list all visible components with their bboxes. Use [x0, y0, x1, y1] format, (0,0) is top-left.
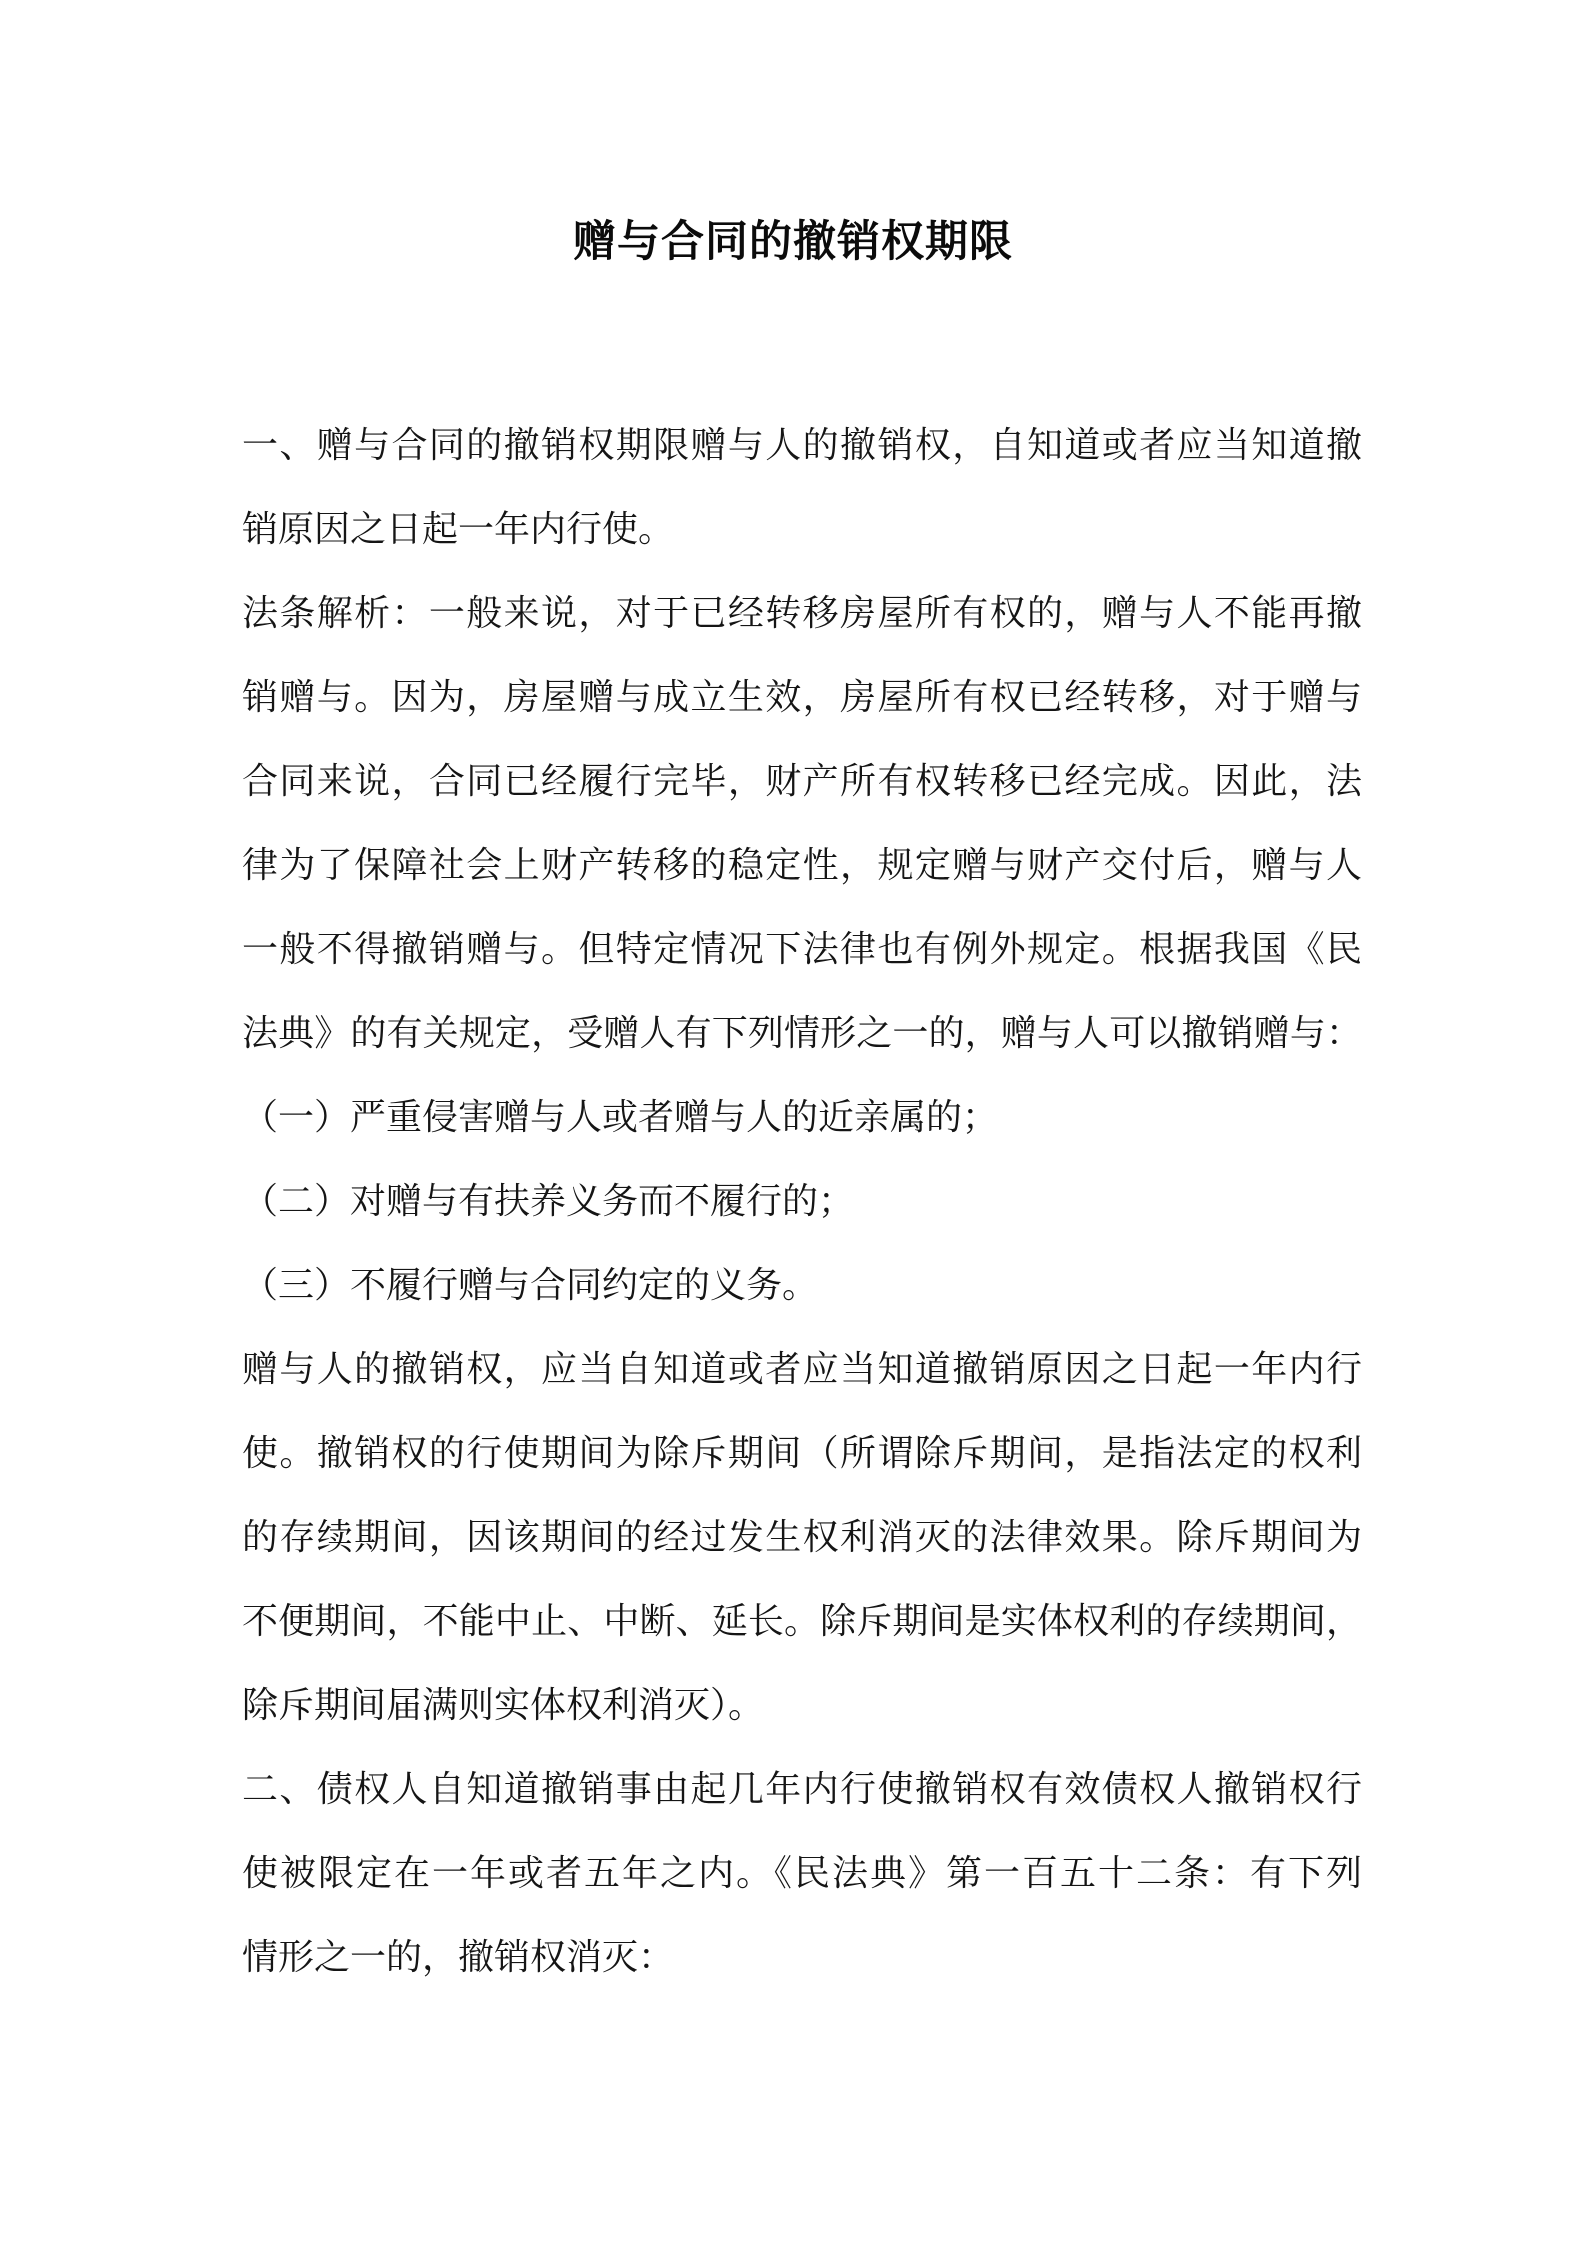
document-title: 赠与合同的撤销权期限 [573, 217, 1013, 267]
list-item: （二）对赠与有扶养义务而不履行的； [242, 1181, 855, 1222]
paragraph-line: 不便期间，不能中止、中断、延长。除斥期间是实体权利的存续期间， [242, 1601, 1362, 1642]
paragraph-line: 合同来说，合同已经履行完毕，财产所有权转移已经完成。因此，法 [242, 761, 1362, 802]
paragraph-line: 律为了保障社会上财产转移的稳定性，规定赠与财产交付后，赠与人 [242, 845, 1362, 886]
list-item: （三）不履行赠与合同约定的义务。 [242, 1265, 819, 1306]
document-body [242, 404, 1362, 2000]
paragraph-line: 赠与人的撤销权，应当自知道或者应当知道撤销原因之日起一年内行 [242, 1349, 1362, 1390]
paragraph-line: 一、赠与合同的撤销权期限赠与人的撤销权，自知道或者应当知道撤 [242, 425, 1362, 466]
paragraph-line: 除斥期间届满则实体权利消灭）。 [242, 1685, 765, 1726]
paragraph-line: 销赠与。因为，房屋赠与成立生效，房屋所有权已经转移，对于赠与 [242, 677, 1362, 718]
paragraph-line: 法典》的有关规定，受赠人有下列情形之一的，赠与人可以撤销赠与： [242, 1013, 1362, 1054]
paragraph-line: 一般不得撤销赠与。但特定情况下法律也有例外规定。根据我国《民 [242, 929, 1362, 970]
paragraph-line: 使。撤销权的行使期间为除斥期间（所谓除斥期间，是指法定的权利 [242, 1433, 1362, 1474]
paragraph-line: 法条解析：一般来说，对于已经转移房屋所有权的，赠与人不能再撤 [242, 593, 1362, 634]
paragraph-line: 使被限定在一年或者五年之内。《民法典》第一百五十二条：有下列 [242, 1853, 1362, 1894]
paragraph-line: 销原因之日起一年内行使。 [242, 509, 675, 550]
list-item: （一）严重侵害赠与人或者赠与人的近亲属的； [242, 1097, 999, 1138]
paragraph-line: 情形之一的，撤销权消灭： [242, 1937, 675, 1978]
paragraph-line: 二、债权人自知道撤销事由起几年内行使撤销权有效债权人撤销权行 [242, 1769, 1362, 1810]
paragraph-line: 的存续期间，因该期间的经过发生权利消灭的法律效果。除斥期间为 [242, 1517, 1362, 1558]
